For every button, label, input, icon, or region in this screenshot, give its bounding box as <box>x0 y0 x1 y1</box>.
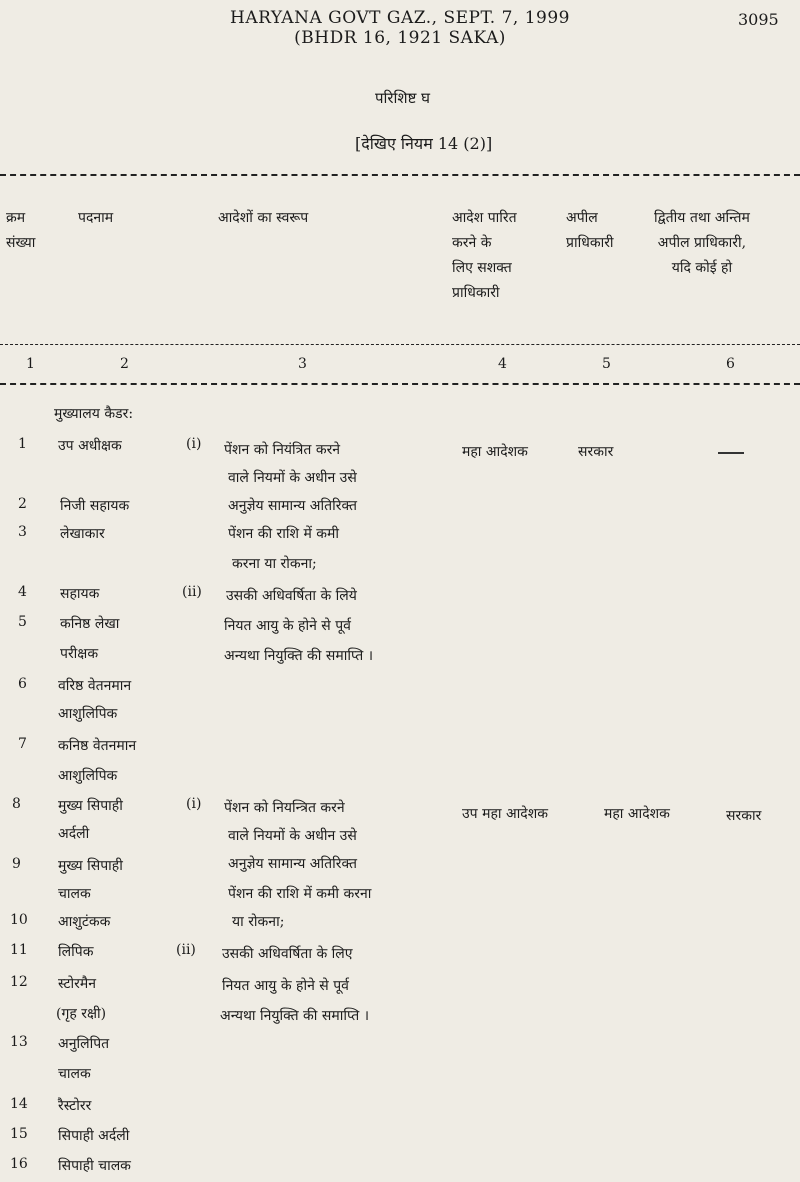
designation: चालक <box>58 886 91 902</box>
penalty-text: उसकी अधिवर्षिता के लिये <box>226 588 357 604</box>
designation: सिपाही अर्दली <box>58 1128 130 1144</box>
heading-line: करने के <box>452 235 492 251</box>
penalty-text: अनुज्ञेय सामान्य अतिरिक्त <box>228 856 357 872</box>
designation: मुख्य सिपाही <box>58 858 123 874</box>
heading-line: यदि कोई हो <box>671 260 733 276</box>
designation: मुख्य सिपाही <box>58 798 123 814</box>
heading-line: लिए सशक्त <box>452 260 512 276</box>
penalty-text: नियत आयु के होने से पूर्व <box>222 978 349 994</box>
heading-line: आदेश पारित <box>452 210 517 226</box>
serial-number: 8 <box>12 796 21 812</box>
heading-line: अपील <box>566 210 598 226</box>
designation: सहायक <box>60 586 100 602</box>
penalty-text: पेंशन की राशि में कमी करना <box>228 886 372 902</box>
penalty-text: अन्यथा नियुक्ति की समाप्ति । <box>220 1008 370 1024</box>
column-heading-nature-of-orders <box>218 206 308 231</box>
penalty-text: पेंशन को नियंत्रित करने <box>224 442 341 458</box>
designation: (गृह रक्षी) <box>56 1006 107 1022</box>
penalty-text: या रोकना; <box>232 914 285 930</box>
serial-number: 2 <box>18 496 27 512</box>
column-heading-sno <box>6 206 35 256</box>
designation: स्टोरमैन <box>58 976 96 992</box>
designation: वरिष्ठ वेतनमान <box>58 678 132 694</box>
heading-line: पदनाम <box>78 210 114 226</box>
serial-number: 11 <box>10 942 28 958</box>
designation: लेखाकार <box>60 526 105 542</box>
penalty-text: उसकी अधिवर्षिता के लिए <box>222 946 353 962</box>
column-number-rule <box>0 383 800 385</box>
designation: अनुलिपित <box>58 1036 110 1052</box>
penalty-text: नियत आयु के होने से पूर्व <box>224 618 351 634</box>
serial-number: 4 <box>18 584 27 600</box>
serial-number: 10 <box>10 912 28 928</box>
appellate-authority: सरकार <box>578 444 614 460</box>
designation: उप अधीक्षक <box>58 438 122 454</box>
column-number: 6 <box>726 356 735 372</box>
penalty-number: (ii) <box>176 942 196 958</box>
designation: रैस्टोरर <box>58 1098 92 1114</box>
empowered-authority: महा आदेशक <box>462 444 528 460</box>
page-number: 3095 <box>738 10 779 29</box>
designation: चालक <box>58 1066 91 1082</box>
penalty-number: (ii) <box>182 584 202 600</box>
serial-number: 16 <box>10 1156 28 1172</box>
second-appellate-authority: सरकार <box>726 808 762 824</box>
cadre-label: मुख्यालय कैडर: <box>54 406 134 422</box>
penalty-text: करना या रोकना; <box>232 556 317 572</box>
penalty-number: (i) <box>186 796 202 812</box>
empowered-authority: उप महा आदेशक <box>462 806 548 822</box>
designation: सिपाही चालक <box>58 1158 131 1174</box>
column-heading-empowered-authority <box>452 206 517 306</box>
penalty-text: अन्यथा नियुक्ति की समाप्ति । <box>224 648 374 664</box>
column-number: 5 <box>602 356 611 372</box>
heading-line: संख्या <box>6 235 36 251</box>
designation: आशुलिपिक <box>58 706 118 722</box>
designation: आशुटंकक <box>58 914 111 930</box>
serial-number: 6 <box>18 676 27 692</box>
column-heading-designation <box>78 206 113 231</box>
designation: लिपिक <box>58 944 94 960</box>
heading-line: अपील प्राधिकारी, <box>657 235 747 251</box>
serial-number: 12 <box>10 974 28 990</box>
rule-reference: [देखिए नियम 14 (2)] <box>355 134 493 153</box>
column-number: 3 <box>298 356 307 372</box>
penalty-number: (i) <box>186 436 202 452</box>
serial-number: 1 <box>18 436 27 452</box>
serial-number: 9 <box>12 856 21 872</box>
serial-number: 3 <box>18 524 27 540</box>
penalty-text: अनुज्ञेय सामान्य अतिरिक्त <box>228 498 357 514</box>
designation: अर्दली <box>58 826 90 842</box>
column-number: 1 <box>26 356 35 372</box>
appellate-authority: महा आदेशक <box>604 806 670 822</box>
gazette-header-date: (BHDR 16, 1921 SAKA) <box>294 28 506 48</box>
serial-number: 15 <box>10 1126 28 1142</box>
table-top-rule <box>0 174 800 176</box>
penalty-text: वाले नियमों के अधीन उसे <box>228 470 357 486</box>
heading-line: क्रम <box>6 210 26 226</box>
penalty-text: वाले नियमों के अधीन उसे <box>228 828 357 844</box>
column-heading-second-appellate <box>654 206 750 281</box>
column-number: 4 <box>498 356 507 372</box>
serial-number: 5 <box>18 614 27 630</box>
designation: कनिष्ठ लेखा <box>60 616 120 632</box>
column-number: 2 <box>120 356 129 372</box>
appendix-title: परिशिष्ट घ <box>375 89 431 107</box>
header-bottom-rule <box>0 344 800 345</box>
penalty-text: पेंशन को नियन्त्रित करने <box>224 800 345 816</box>
heading-line: आदेशों का स्वरूप <box>218 210 309 226</box>
penalty-text: पेंशन की राशि में कमी <box>228 526 340 542</box>
serial-number: 13 <box>10 1034 28 1050</box>
serial-number: 7 <box>18 736 27 752</box>
serial-number: 14 <box>10 1096 28 1112</box>
heading-line: द्वितीय तथा अन्तिम <box>654 210 750 226</box>
designation: कनिष्ठ वेतनमान <box>58 738 137 754</box>
column-heading-appellate-authority <box>566 206 614 256</box>
designation: परीक्षक <box>60 646 99 662</box>
heading-line: प्राधिकारी <box>452 285 500 301</box>
heading-line: प्राधिकारी <box>566 235 614 251</box>
designation: आशुलिपिक <box>58 768 118 784</box>
gazette-header-title: HARYANA GOVT GAZ., SEPT. 7, 1999 <box>230 8 570 28</box>
designation: निजी सहायक <box>60 498 130 514</box>
